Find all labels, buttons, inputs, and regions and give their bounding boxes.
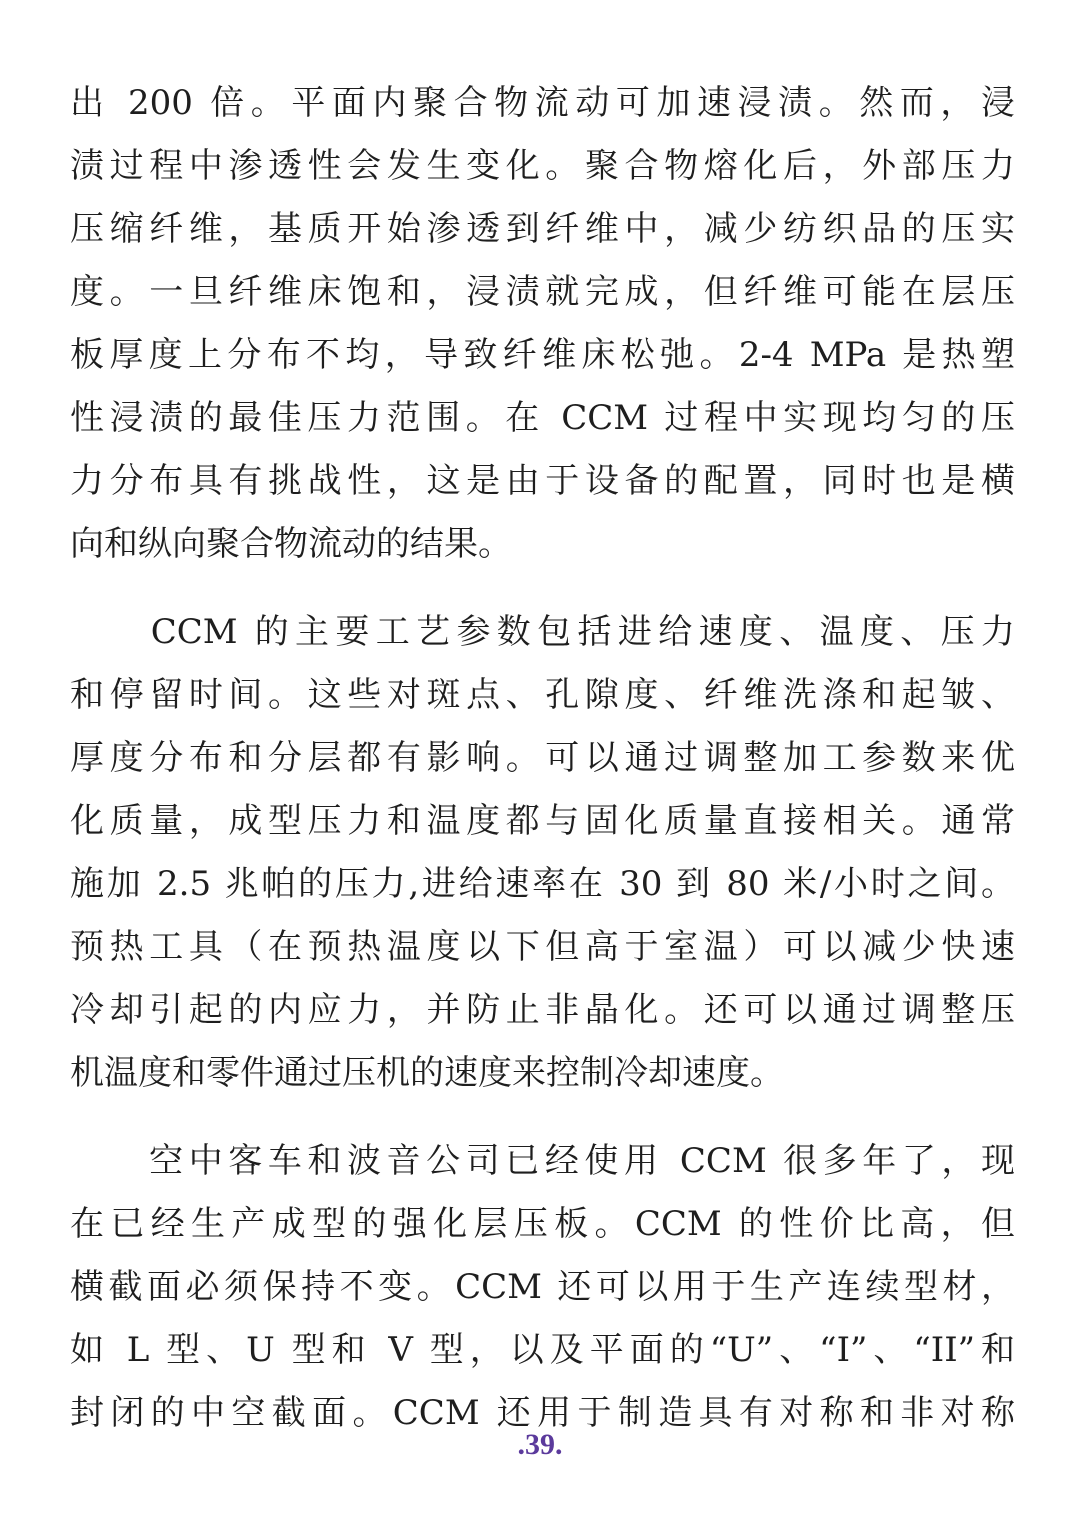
paragraph — [70, 1130, 1015, 1445]
text-line: 在已经生产成型的强化层压板。CCM 的性价比高，但 — [70, 1204, 1015, 1244]
paragraph-spacer — [70, 1105, 1015, 1130]
body-text — [70, 72, 1015, 1445]
text-line: CCM 的主要工艺参数包括进给速度、温度、压力 — [70, 612, 1015, 652]
text-line: 冷却引起的内应力，并防止非晶化。还可以通过调整压 — [70, 990, 1015, 1030]
text-line: 性浸渍的最佳压力范围。在 CCM 过程中实现均匀的压 — [70, 398, 1015, 438]
text-line: 力分布具有挑战性，这是由于设备的配置，同时也是横 — [70, 461, 1015, 501]
text-line: 渍过程中渗透性会发生变化。聚合物熔化后，外部压力 — [70, 146, 1015, 186]
text-line: 施加 2.5 兆帕的压力,进给速率在 30 到 80 米/小时之间。 — [70, 864, 1015, 904]
text-line: 厚度分布和分层都有影响。可以通过调整加工参数来优 — [70, 738, 1015, 778]
paragraph-spacer — [70, 576, 1015, 601]
paragraph — [70, 72, 1015, 576]
text-line: 压缩纤维，基质开始渗透到纤维中，减少纺织品的压实 — [70, 209, 1015, 249]
text-line: 封闭的中空截面。CCM 还用于制造具有对称和非对称 — [70, 1393, 1015, 1433]
paragraph — [70, 601, 1015, 1105]
text-line: 和停留时间。这些对斑点、孔隙度、纤维洗涤和起皱、 — [70, 675, 1015, 715]
text-line: 化质量，成型压力和温度都与固化质量直接相关。通常 — [70, 801, 1015, 841]
text-line: 预热工具（在预热温度以下但高于室温）可以减少快速 — [70, 927, 1015, 967]
text-line: 横截面必须保持不变。CCM 还可以用于生产连续型材， — [70, 1267, 1015, 1307]
text-line: 出 200 倍。平面内聚合物流动可加速浸渍。然而，浸 — [70, 83, 1015, 123]
text-line: 度。一旦纤维床饱和，浸渍就完成，但纤维可能在层压 — [70, 272, 1015, 312]
text-line: 板厚度上分布不均，导致纤维床松弛。2-4 MPa 是热塑 — [70, 335, 1015, 375]
text-line: 机温度和零件通过压机的速度来控制冷却速度。 — [70, 1053, 784, 1093]
text-line: 向和纵向聚合物流动的结果。 — [70, 524, 512, 564]
text-line: 空中客车和波音公司已经使用 CCM 很多年了，现 — [70, 1141, 1015, 1181]
text-line: 如 L 型、U 型和 V 型，以及平面的“U”、“I”、“II”和 — [70, 1330, 1015, 1370]
page-number: .39. — [517, 1428, 563, 1461]
